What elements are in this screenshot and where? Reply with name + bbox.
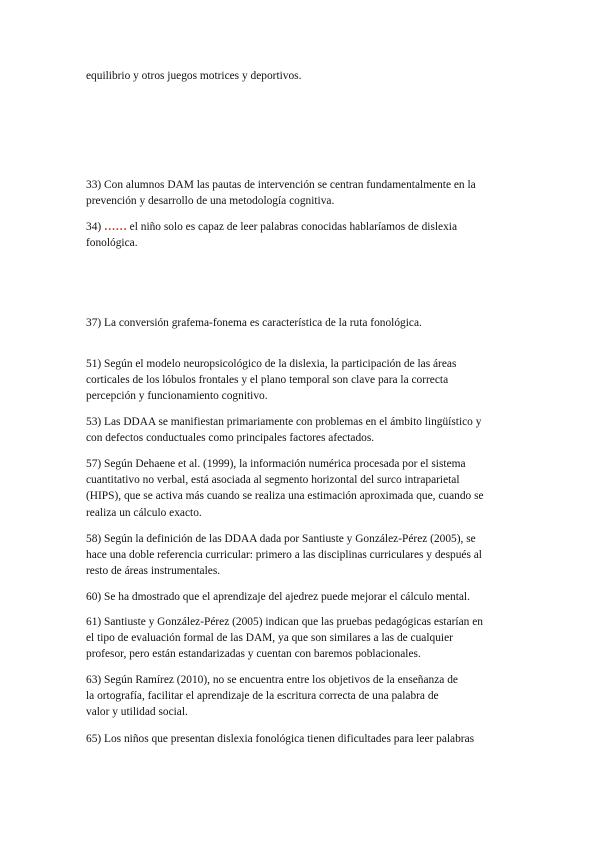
text-fragment: el niño solo es capaz de leer palabras conocidas hablaríamos de dislexia: [126, 221, 458, 233]
paragraph-34: [86, 219, 516, 251]
text-line: 58) Según la definición de las DDAA dada por Santiuste y González-Pérez (2005), se: [86, 533, 476, 545]
text-line: 65) Los niños que presentan dislexia fonológica tienen dificultades para leer palabras: [86, 733, 475, 745]
text-line: 60) Se ha dmostrado que el aprendizaje del ajedrez puede mejorar el cálculo mental.: [86, 591, 470, 603]
text-line: la ortografía, facilitar el aprendizaje de la escritura correcta de una palabra de: [86, 690, 439, 703]
text-line: con defectos conductuales como principales factores afectados.: [86, 432, 375, 445]
text-line: 63) Según Ramírez (2010), no se encuentra entre los objetivos de la enseñanza de: [86, 674, 458, 686]
text-line: hace una doble referencia curricular: primero a las disciplinas curriculares y después al: [86, 549, 482, 562]
paragraph-60: [86, 589, 516, 605]
text-line: equilibrio y otros juegos motrices y deportivos.: [86, 70, 302, 82]
paragraph-57: [86, 456, 516, 521]
text-line: percepción y funcionamiento cognitivo.: [86, 390, 268, 403]
paragraph-37: [86, 315, 516, 331]
text-line: cuantitativo no verbal, está asociada al segmento horizontal del surco intraparietal: [86, 474, 460, 487]
paragraph-33: [86, 177, 516, 209]
paragraph-51: [86, 356, 516, 405]
text-line: valor y utilidad social.: [86, 706, 188, 719]
text-line: (HIPS), que se activa más cuando se realiza una estimación aproximada que, cuando se: [86, 490, 484, 503]
paragraph-63: [86, 672, 516, 721]
text-line: 57) Según Dehaene et al. (1999), la información numérica procesada por el sistema: [86, 458, 466, 470]
paragraph-53: [86, 414, 516, 446]
text-line: el tipo de evaluación formal de las DAM, ya que son similares a las de cualquier: [86, 632, 453, 645]
text-line: 33) Con alumnos DAM las pautas de intervención se centran fundamentalmente en la: [86, 179, 476, 191]
text-line: [86, 219, 516, 235]
paragraph-58: [86, 531, 516, 580]
text-line: prevención y desarrollo de una metodología cognitiva.: [86, 195, 335, 208]
paragraph-65: [86, 731, 516, 747]
paragraph-61: [86, 614, 516, 663]
text-line: corticales de los lóbulos frontales y el plano temporal son clave para la correcta: [86, 374, 449, 387]
blank-dots: ……: [104, 221, 127, 233]
text-line: 51) Según el modelo neuropsicológico de la dislexia, la participación de las áreas: [86, 358, 457, 370]
text-line: 37) La conversión grafema-fonema es característica de la ruta fonológica.: [86, 317, 422, 329]
text-line: 61) Santiuste y González-Pérez (2005) indican que las pruebas pedagógicas estarían en: [86, 616, 483, 628]
text-line: fonológica.: [86, 237, 138, 250]
paragraph-intro: [86, 68, 516, 84]
text-line: realiza un cálculo exacto.: [86, 506, 202, 519]
question-number: 34): [86, 221, 105, 233]
text-line: profesor, pero están estandarizadas y cuentan con baremos poblacionales.: [86, 648, 421, 661]
text-line: resto de áreas instrumentales.: [86, 565, 221, 578]
text-line: 53) Las DDAA se manifiestan primariamente con problemas en el ámbito lingüístico y: [86, 416, 482, 428]
